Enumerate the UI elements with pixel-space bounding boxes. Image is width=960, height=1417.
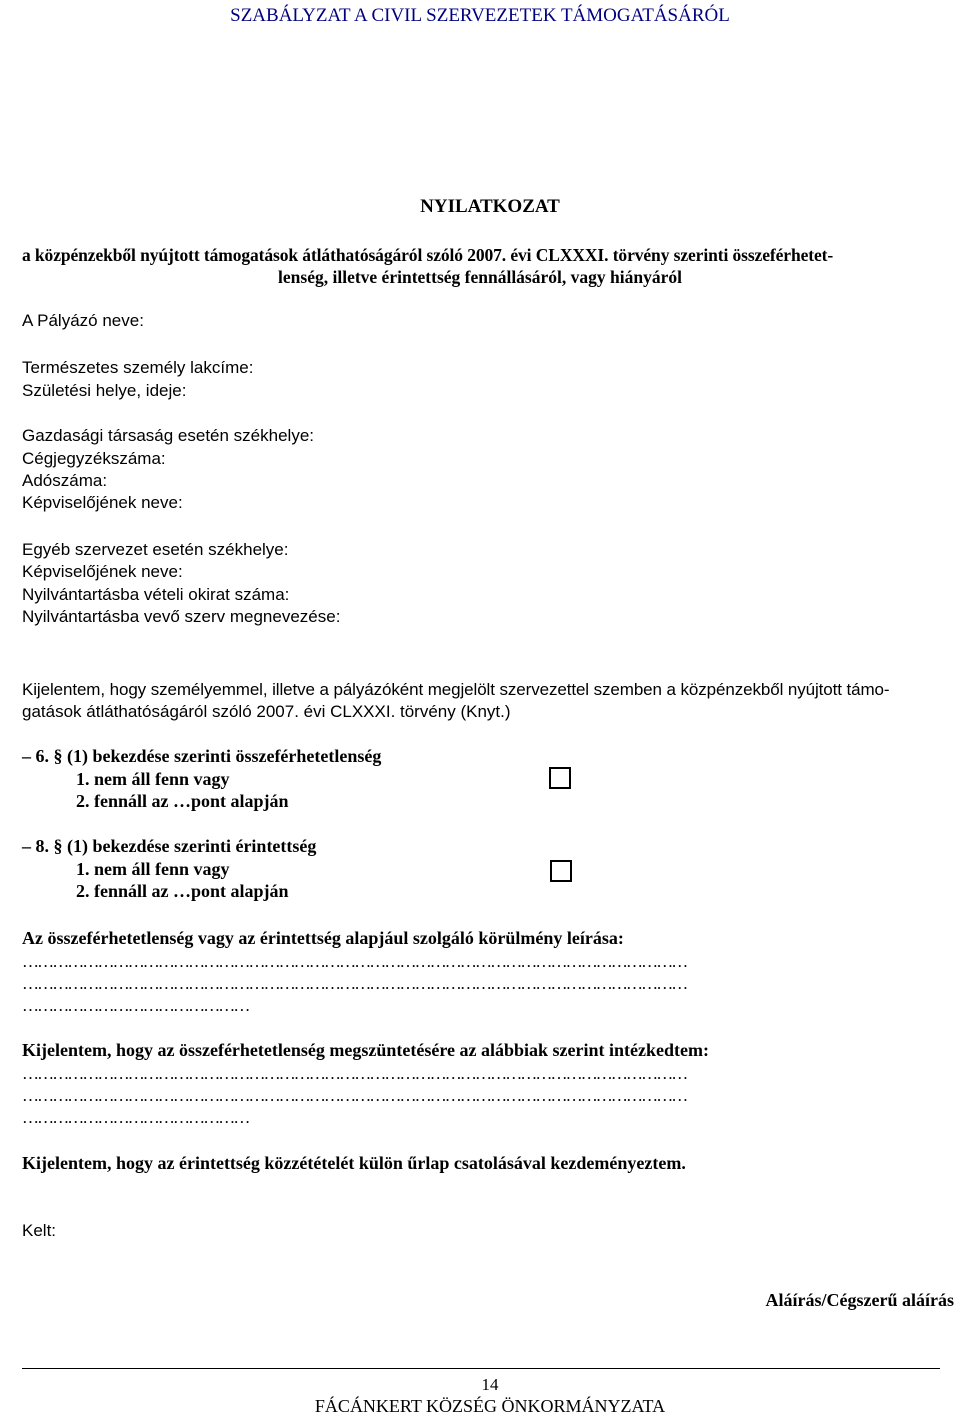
- section8-option2: 2. fennáll az …pont alapján: [76, 881, 289, 901]
- page-number: 14: [481, 1375, 499, 1394]
- measures-dots-2: ……………………………………………………………………………………………………………………: [22, 1086, 687, 1105]
- measures-dots-1: ……………………………………………………………………………………………………………………: [22, 1064, 687, 1083]
- conflict-description-dots-3: ………………………………………: [22, 996, 249, 1015]
- field-company-seat: Gazdasági társaság esetén székhelye:: [22, 426, 315, 445]
- footer-divider: [22, 1368, 940, 1369]
- section6-option2: 2. fennáll az …pont alapján: [76, 791, 289, 811]
- section8-heading: – 8. § (1) bekezdése szerinti érintettség: [22, 836, 317, 856]
- section6-checkbox[interactable]: [549, 767, 571, 789]
- document-title: NYILATKOZAT: [420, 196, 560, 217]
- declaration-line2: gatások átláthatóságáról szóló 2007. évi CLXXXI. törvény (Knyt.): [22, 702, 511, 721]
- document-subtitle-line2: lenség, illetve érintettség fennállásáról, vagy hiányáról: [278, 267, 682, 287]
- date-label: Kelt:: [22, 1221, 57, 1240]
- field-natural-person-address: Természetes személy lakcíme:: [22, 358, 254, 377]
- field-other-org-seat: Egyéb szervezet esetén székhelye:: [22, 540, 289, 559]
- conflict-description-dots-2: ……………………………………………………………………………………………………………………: [22, 974, 687, 993]
- section6-heading: – 6. § (1) bekezdése szerinti összeférhetetlenség: [22, 746, 382, 766]
- measures-label: Kijelentem, hogy az összeférhetetlenség megszüntetésére az alábbiak szerint intézkedtem:: [22, 1040, 709, 1060]
- conflict-description-label: Az összeférhetetlenség vagy az érintettség alapjául szolgáló körülmény leírása:: [22, 928, 624, 948]
- field-company-registration-number: Cégjegyzékszáma:: [22, 449, 166, 468]
- field-tax-number: Adószáma:: [22, 471, 108, 490]
- field-birth-place-date: Születési helye, ideje:: [22, 381, 187, 400]
- page-header-title: SZABÁLYZAT A CIVIL SZERVEZETEK TÁMOGATÁSÁRÓL: [230, 5, 730, 26]
- publication-statement: Kijelentem, hogy az érintettség közzétételét külön űrlap csatolásával kezdeményeztem.: [22, 1153, 686, 1173]
- document-subtitle-line1: a közpénzekből nyújtott támogatások átláthatóságáról szóló 2007. évi CLXXXI. törvény szerinti összeférhetet-: [22, 245, 834, 265]
- field-company-representative: Képviselőjének neve:: [22, 493, 183, 512]
- field-other-org-representative: Képviselőjének neve:: [22, 562, 183, 581]
- field-registry-body-name: Nyilvántartásba vevő szerv megnevezése:: [22, 607, 341, 626]
- section8-checkbox[interactable]: [550, 860, 572, 882]
- signature-label: Aláírás/Cégszerű aláírás: [765, 1290, 954, 1310]
- field-registry-document-number: Nyilvántartásba vételi okirat száma:: [22, 585, 290, 604]
- section6-option1: 1. nem áll fenn vagy: [76, 769, 230, 789]
- declaration-line1: Kijelentem, hogy személyemmel, illetve a pályázóként megjelölt szervezettel szemben a közpénzekből nyújtott támo-: [22, 680, 890, 699]
- conflict-description-dots-1: ……………………………………………………………………………………………………………………: [22, 952, 687, 971]
- section8-option1: 1. nem áll fenn vagy: [76, 859, 230, 879]
- footer-organization: FÁCÁNKERT KÖZSÉG ÖNKORMÁNYZATA: [314, 1396, 666, 1416]
- measures-dots-3: ………………………………………: [22, 1108, 249, 1127]
- field-applicant-name: A Pályázó neve:: [22, 311, 144, 330]
